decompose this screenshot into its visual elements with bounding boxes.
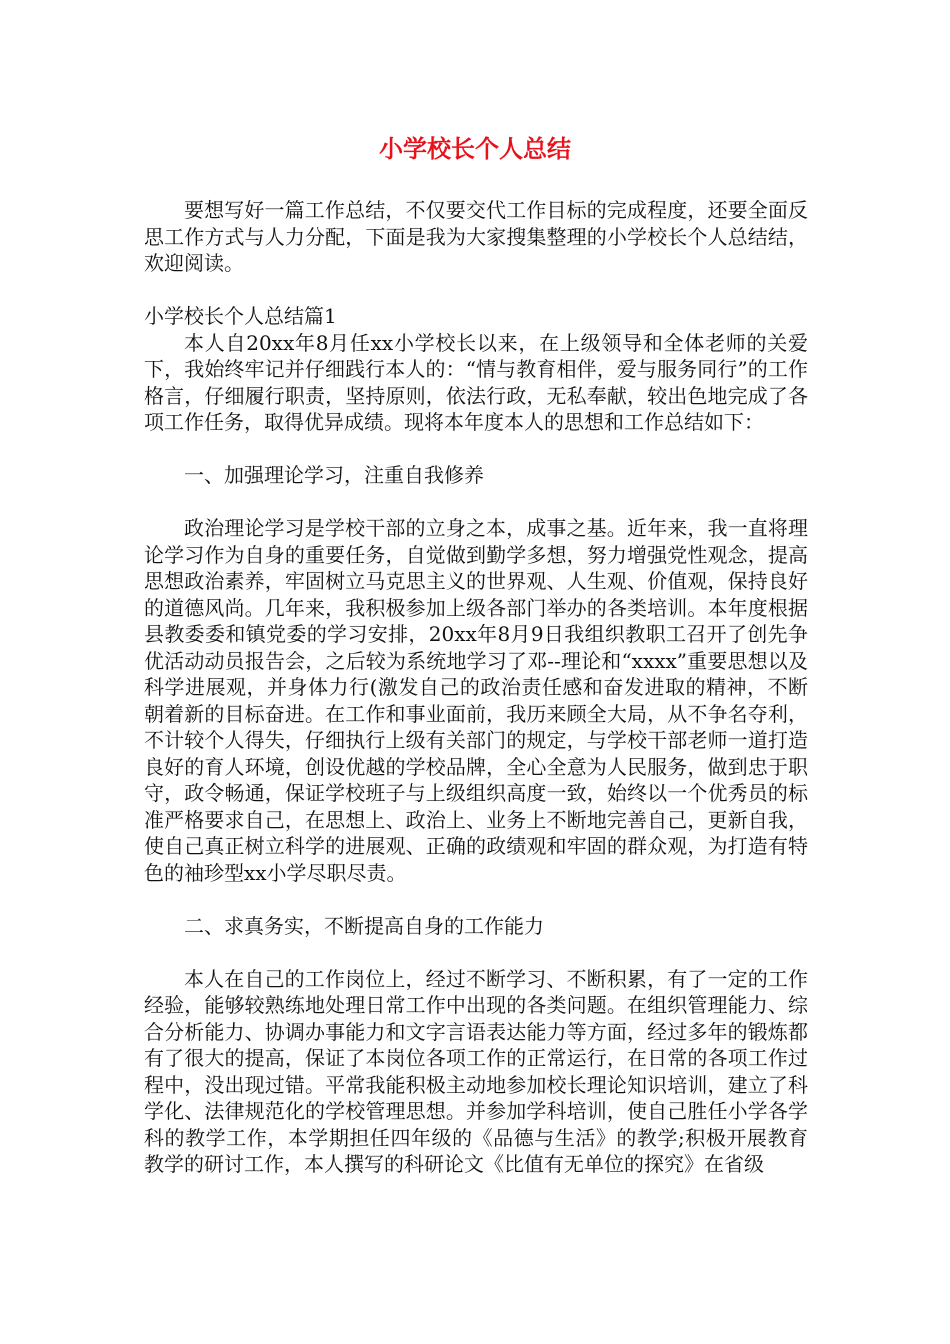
- paragraph-gap: [144, 939, 808, 966]
- paragraph-gap: [144, 436, 808, 463]
- paragraph-1: 本人自20xx年8月任xx小学校长以来，在上级领导和全体老师的关爱下，我始终牢记并仔细践行本人的：“情与教育相伴，爱与服务同行”的工作格言，仔细履行职责，坚持原则，依法行政，无私奉献，较出色地完成了各项工作任务，取得优异成绩。现将本年度本人的思想和工作总结如下：: [144, 330, 808, 434]
- section-2-heading: 二、求真务实，不断提高自身的工作能力: [184, 913, 544, 938]
- paragraph-3: 本人在自己的工作岗位上，经过不断学习、不断积累，有了一定的工作经验，能够较熟练地处理日常工作中出现的各类问题。在组织管理能力、综合分析能力、协调办事能力和文字言语表达能力等方面，经过多年的锻炼都有了很大的提高，保证了本岗位各项工作的正常运行，在日常的各项工作过程中，没出现过错。平常我能积极主动地参加校长理论知识培训，建立了科学化、法律规范化的学校管理思想。并参加学科培训，使自己胜任小学各学科的教学工作，本学期担任四年级的《品德与生活》的教学;积极开展教育教学的研讨工作，本人撰写的科研论文《比值有无单位的探究》在省级: [144, 966, 808, 1176]
- document-title: 小学校长个人总结: [379, 135, 571, 163]
- document-body: [144, 197, 808, 1178]
- paragraph-gap: [144, 886, 808, 913]
- paragraph-2: 政治理论学习是学校干部的立身之本，成事之基。近年来，我一直将理论学习作为自身的重要任务，自觉做到勤学多想，努力增强党性观念，提高思想政治素养，牢固树立马克思主义的世界观、人生观、价值观，保持良好的道德风尚。几年来，我积极参加上级各部门举办的各类培训。本年度根据县教委委和镇党委的学习安排，20xx年8月9日我组织教职工召开了创先争优活动动员报告会，之后较为系统地学习了邓--理论和“xxxx”重要思想以及科学进展观，并身体力行(激发自己的政治责任感和奋发进取的精神，不断朝着新的目标奋进。在工作和事业面前，我历来顾全大局，从不争名夺利，不计较个人得失，仔细执行上级有关部门的规定，与学校干部老师一道打造良好的育人环境，创设优越的学校品牌，全心全意为人民服务，做到忠于职守，政令畅通，保证学校班子与上级组织高度一致，始终以一个优秀员的标准严格要求自己，在思想上、政治上、业务上不断地完善自己，更新自我，使自己真正树立科学的进展观、正确的政绩观和牢固的群众观，为打造有特色的袖珍型xx小学尽职尽责。: [144, 516, 808, 885]
- paragraph-gap: [144, 489, 808, 516]
- article-heading: 小学校长个人总结篇1: [144, 304, 337, 328]
- intro-paragraph: 要想写好一篇工作总结，不仅要交代工作目标的完成程度，还要全面反思工作方式与人力分配，下面是我为大家搜集整理的小学校长个人总结结，欢迎阅读。: [144, 198, 808, 275]
- section-1-heading: 一、加强理论学习，注重自我修养: [184, 463, 484, 487]
- paragraph-gap: [144, 277, 808, 304]
